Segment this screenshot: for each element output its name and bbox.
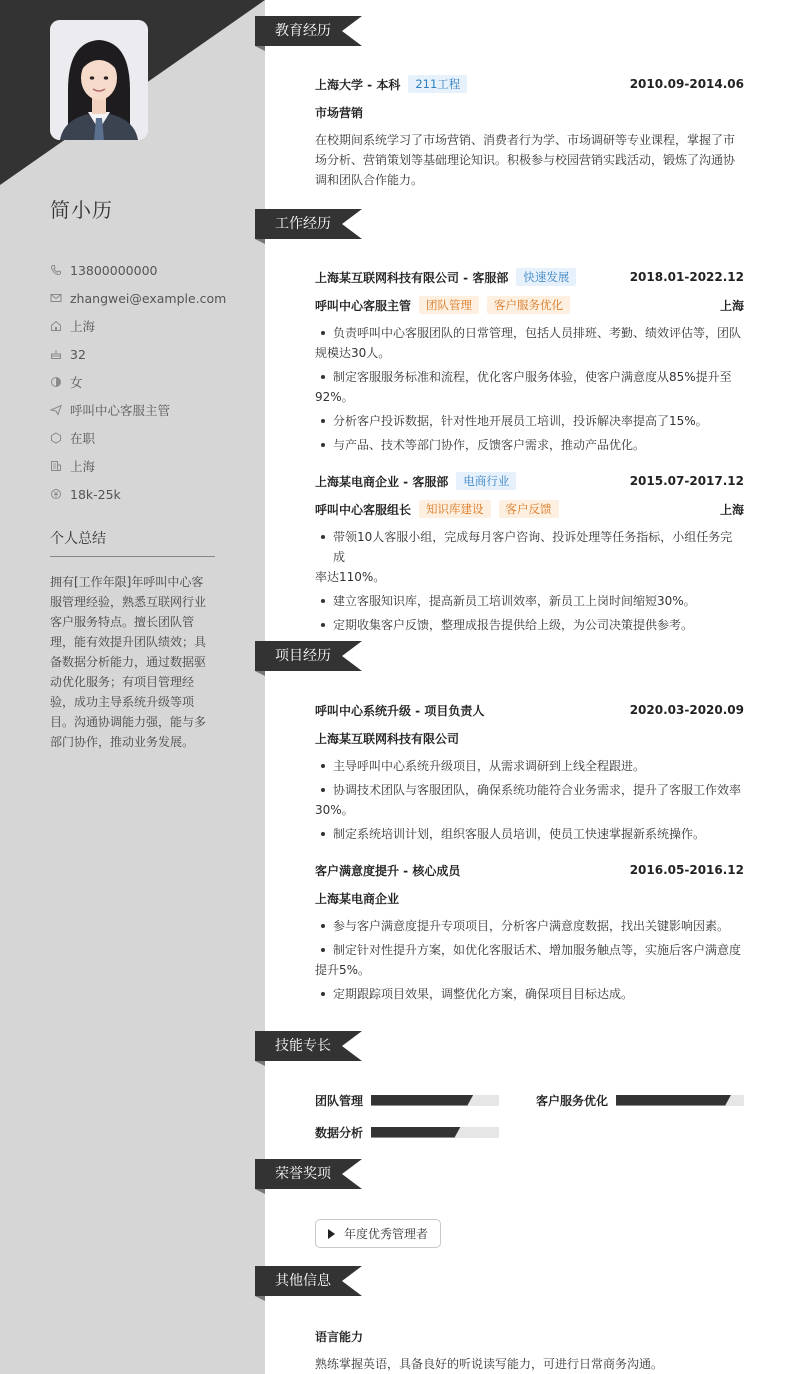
summary-line: 目。沟通协调能力强，能与多 (50, 715, 207, 729)
list-item: 负责呼叫中心客服团队的日常管理，包括人员排班、考勤、绩效评估等，团队 规模达30人。 (315, 323, 744, 363)
company-tag: 电商行业 (456, 472, 516, 490)
school-name: 上海大学 - 本科 (315, 77, 401, 92)
company-name: 上海某互联网科技有限公司 - 客服部 (315, 270, 509, 285)
education-header (315, 74, 744, 94)
work-period: 2018.01-2022.12 (629, 270, 744, 284)
play-triangle-icon (328, 1229, 335, 1239)
skill-item (315, 1122, 499, 1142)
contact-value: zhangwei@example.com (70, 290, 227, 306)
job-role: 呼叫中心客服主管 (315, 298, 412, 313)
cake-icon (50, 348, 62, 360)
section-title: 教育经历 (275, 23, 331, 39)
project-title: 客户满意度提升 - 核心成员 (315, 863, 461, 878)
contact-list (50, 256, 226, 508)
education-line: 场分析、营销策划等基础理论知识。积极参与校园营销实践活动，锻炼了沟通协 (315, 153, 736, 167)
sidebar (0, 0, 265, 1374)
work-role-row (315, 295, 744, 315)
building-icon (50, 460, 62, 472)
summary-line: 理，能有效提升团队绩效；具 (50, 635, 207, 649)
gender-icon (50, 376, 62, 388)
project-entry (315, 700, 744, 848)
summary-text (50, 572, 215, 752)
skill-tag: 团队管理 (419, 296, 479, 314)
other-entry (315, 1326, 744, 1374)
company-name: 上海某电商企业 - 客服部 (315, 474, 449, 489)
summary-title: 个人总结 (50, 528, 215, 557)
work-city: 上海 (719, 502, 744, 517)
summary-line: 服管理经验，熟悉互联网行业 (50, 595, 207, 609)
skill-item (315, 1090, 499, 1110)
skill-bar-fill (371, 1095, 473, 1106)
summary-line: 验，成功主导系统升级等项 (50, 695, 195, 709)
list-item: 带领10人客服小组，完成每月客户咨询、投诉处理等任务指标，小组任务完成 率达110%。 (315, 527, 744, 587)
summary-line: 拥有[工作年限]年呼叫中心客 (50, 575, 204, 589)
contact-work-city (50, 452, 226, 480)
skill-tag: 知识库建设 (419, 500, 491, 518)
section-title: 工作经历 (275, 216, 331, 232)
list-item: 与产品、技术等部门协作，反馈客户需求，推动产品优化。 (315, 435, 744, 455)
project-header (315, 860, 744, 880)
job-role: 呼叫中心客服组长 (315, 502, 412, 517)
work-period: 2015.07-2017.12 (629, 474, 744, 488)
project-duties (315, 916, 744, 1004)
avatar-portrait (50, 20, 148, 140)
list-item: 制定客服服务标准和流程，优化客户服务体验，使客户满意度从85%提升至 92%。 (315, 367, 744, 407)
list-item: 参与客户满意度提升专项项目，分析客户满意度数据，找出关键影响因素。 (315, 916, 744, 936)
section-title: 荣誉奖项 (275, 1166, 331, 1182)
list-item: 建立客服知识库，提高新员工培训效率，新员工上岗时间缩短30%。 (315, 591, 744, 611)
other-title: 语言能力 (315, 1329, 364, 1344)
school-tag: 211工程 (408, 75, 467, 93)
project-period: 2020.03-2020.09 (629, 703, 744, 717)
contact-email (50, 284, 226, 312)
summary-line: 备数据分析能力，通过数据驱 (50, 655, 207, 669)
company-tag: 快速发展 (516, 268, 576, 286)
work-duties (315, 527, 744, 635)
section-title: 其他信息 (275, 1273, 331, 1289)
section-title: 项目经历 (275, 648, 331, 664)
mail-icon (50, 292, 62, 304)
education-major-row (315, 102, 744, 122)
skill-name: 客户服务优化 (536, 1093, 609, 1108)
summary-line: 部门协作，推动业务发展。 (50, 735, 195, 749)
other-text: 熟练掌握英语，具备良好的听说读写能力，可进行日常商务沟通。 (315, 1357, 664, 1371)
send-icon (50, 404, 62, 416)
education-major: 市场营销 (315, 105, 364, 120)
skill-bar (371, 1095, 499, 1106)
skill-bar (616, 1095, 744, 1106)
contact-gender (50, 368, 226, 396)
list-item: 定期跟踪项目效果，调整优化方案，确保项目目标达成。 (315, 984, 744, 1004)
phone-icon (50, 264, 62, 276)
education-period: 2010.09-2014.06 (629, 77, 744, 91)
work-header (315, 471, 744, 491)
contact-value: 32 (70, 346, 86, 362)
project-org: 上海某电商企业 (315, 891, 400, 906)
list-item: 分析客户投诉数据，针对性地开展员工培训，投诉解决率提高了15%。 (315, 411, 744, 431)
avatar (50, 20, 148, 140)
project-org-row (315, 888, 744, 908)
project-period: 2016.05-2016.12 (629, 863, 744, 877)
skill-bar (371, 1127, 499, 1138)
contact-salary (50, 480, 226, 508)
contact-residence (50, 312, 226, 340)
skill-name: 数据分析 (315, 1125, 364, 1140)
education-entry (315, 74, 744, 190)
skill-tag: 客户反馈 (499, 500, 559, 518)
summary-line: 客户服务特点。擅长团队管 (50, 615, 195, 629)
contact-status (50, 424, 226, 452)
contact-phone (50, 256, 226, 284)
contact-value: 上海 (70, 459, 96, 474)
contact-job-target (50, 396, 226, 424)
award-name: 年度优秀管理者 (344, 1227, 429, 1241)
education-line: 在校期间系统学习了市场营销、消费者行为学、市场调研等专业课程，掌握了市 (315, 133, 736, 147)
contact-value: 18k-25k (70, 486, 121, 502)
skill-bar-fill (616, 1095, 731, 1106)
contact-value: 13800000000 (70, 262, 158, 278)
project-header (315, 700, 744, 720)
work-entry (315, 471, 744, 639)
contact-value: 上海 (70, 319, 96, 334)
work-header (315, 267, 744, 287)
status-icon (50, 432, 62, 444)
project-entry (315, 860, 744, 1008)
contact-value: 呼叫中心客服主管 (70, 403, 171, 418)
main-content (255, 0, 794, 1374)
contact-value: 女 (70, 375, 83, 390)
award-badge (315, 1219, 441, 1248)
list-item: 制定针对性提升方案，如优化客服话术、增加服务触点等，实施后客户满意度 提升5%。 (315, 940, 744, 980)
list-item: 主导呼叫中心系统升级项目，从需求调研到上线全程跟进。 (315, 756, 744, 776)
summary-line: 动优化服务；有项目管理经 (50, 675, 195, 689)
contact-value: 在职 (70, 431, 96, 446)
other-title-row (315, 1326, 744, 1346)
project-duties (315, 756, 744, 844)
salary-icon (50, 488, 62, 500)
list-item: 协调技术团队与客服团队，确保系统功能符合业务需求，提升了客服工作效率 30%。 (315, 780, 744, 820)
skill-bar-fill (371, 1127, 461, 1138)
education-line: 调和团队合作能力。 (315, 173, 424, 187)
home-icon (50, 320, 62, 332)
project-org-row (315, 728, 744, 748)
work-duties (315, 323, 744, 455)
work-role-row (315, 499, 744, 519)
list-item: 制定系统培训计划，组织客服人员培训，使员工快速掌握新系统操作。 (315, 824, 744, 844)
project-title: 呼叫中心系统升级 - 项目负责人 (315, 703, 485, 718)
skill-tag: 客户服务优化 (487, 296, 570, 314)
candidate-name: 简小历 (50, 198, 113, 222)
work-entry (315, 267, 744, 459)
work-city: 上海 (719, 298, 744, 313)
list-item: 定期收集客户反馈，整理成报告提供给上级，为公司决策提供参考。 (315, 615, 744, 635)
education-description (315, 130, 744, 190)
skill-item (536, 1090, 744, 1110)
skill-name: 团队管理 (315, 1093, 364, 1108)
section-title: 技能专长 (275, 1038, 331, 1054)
project-org: 上海某互联网科技有限公司 (315, 731, 460, 746)
contact-age (50, 340, 226, 368)
